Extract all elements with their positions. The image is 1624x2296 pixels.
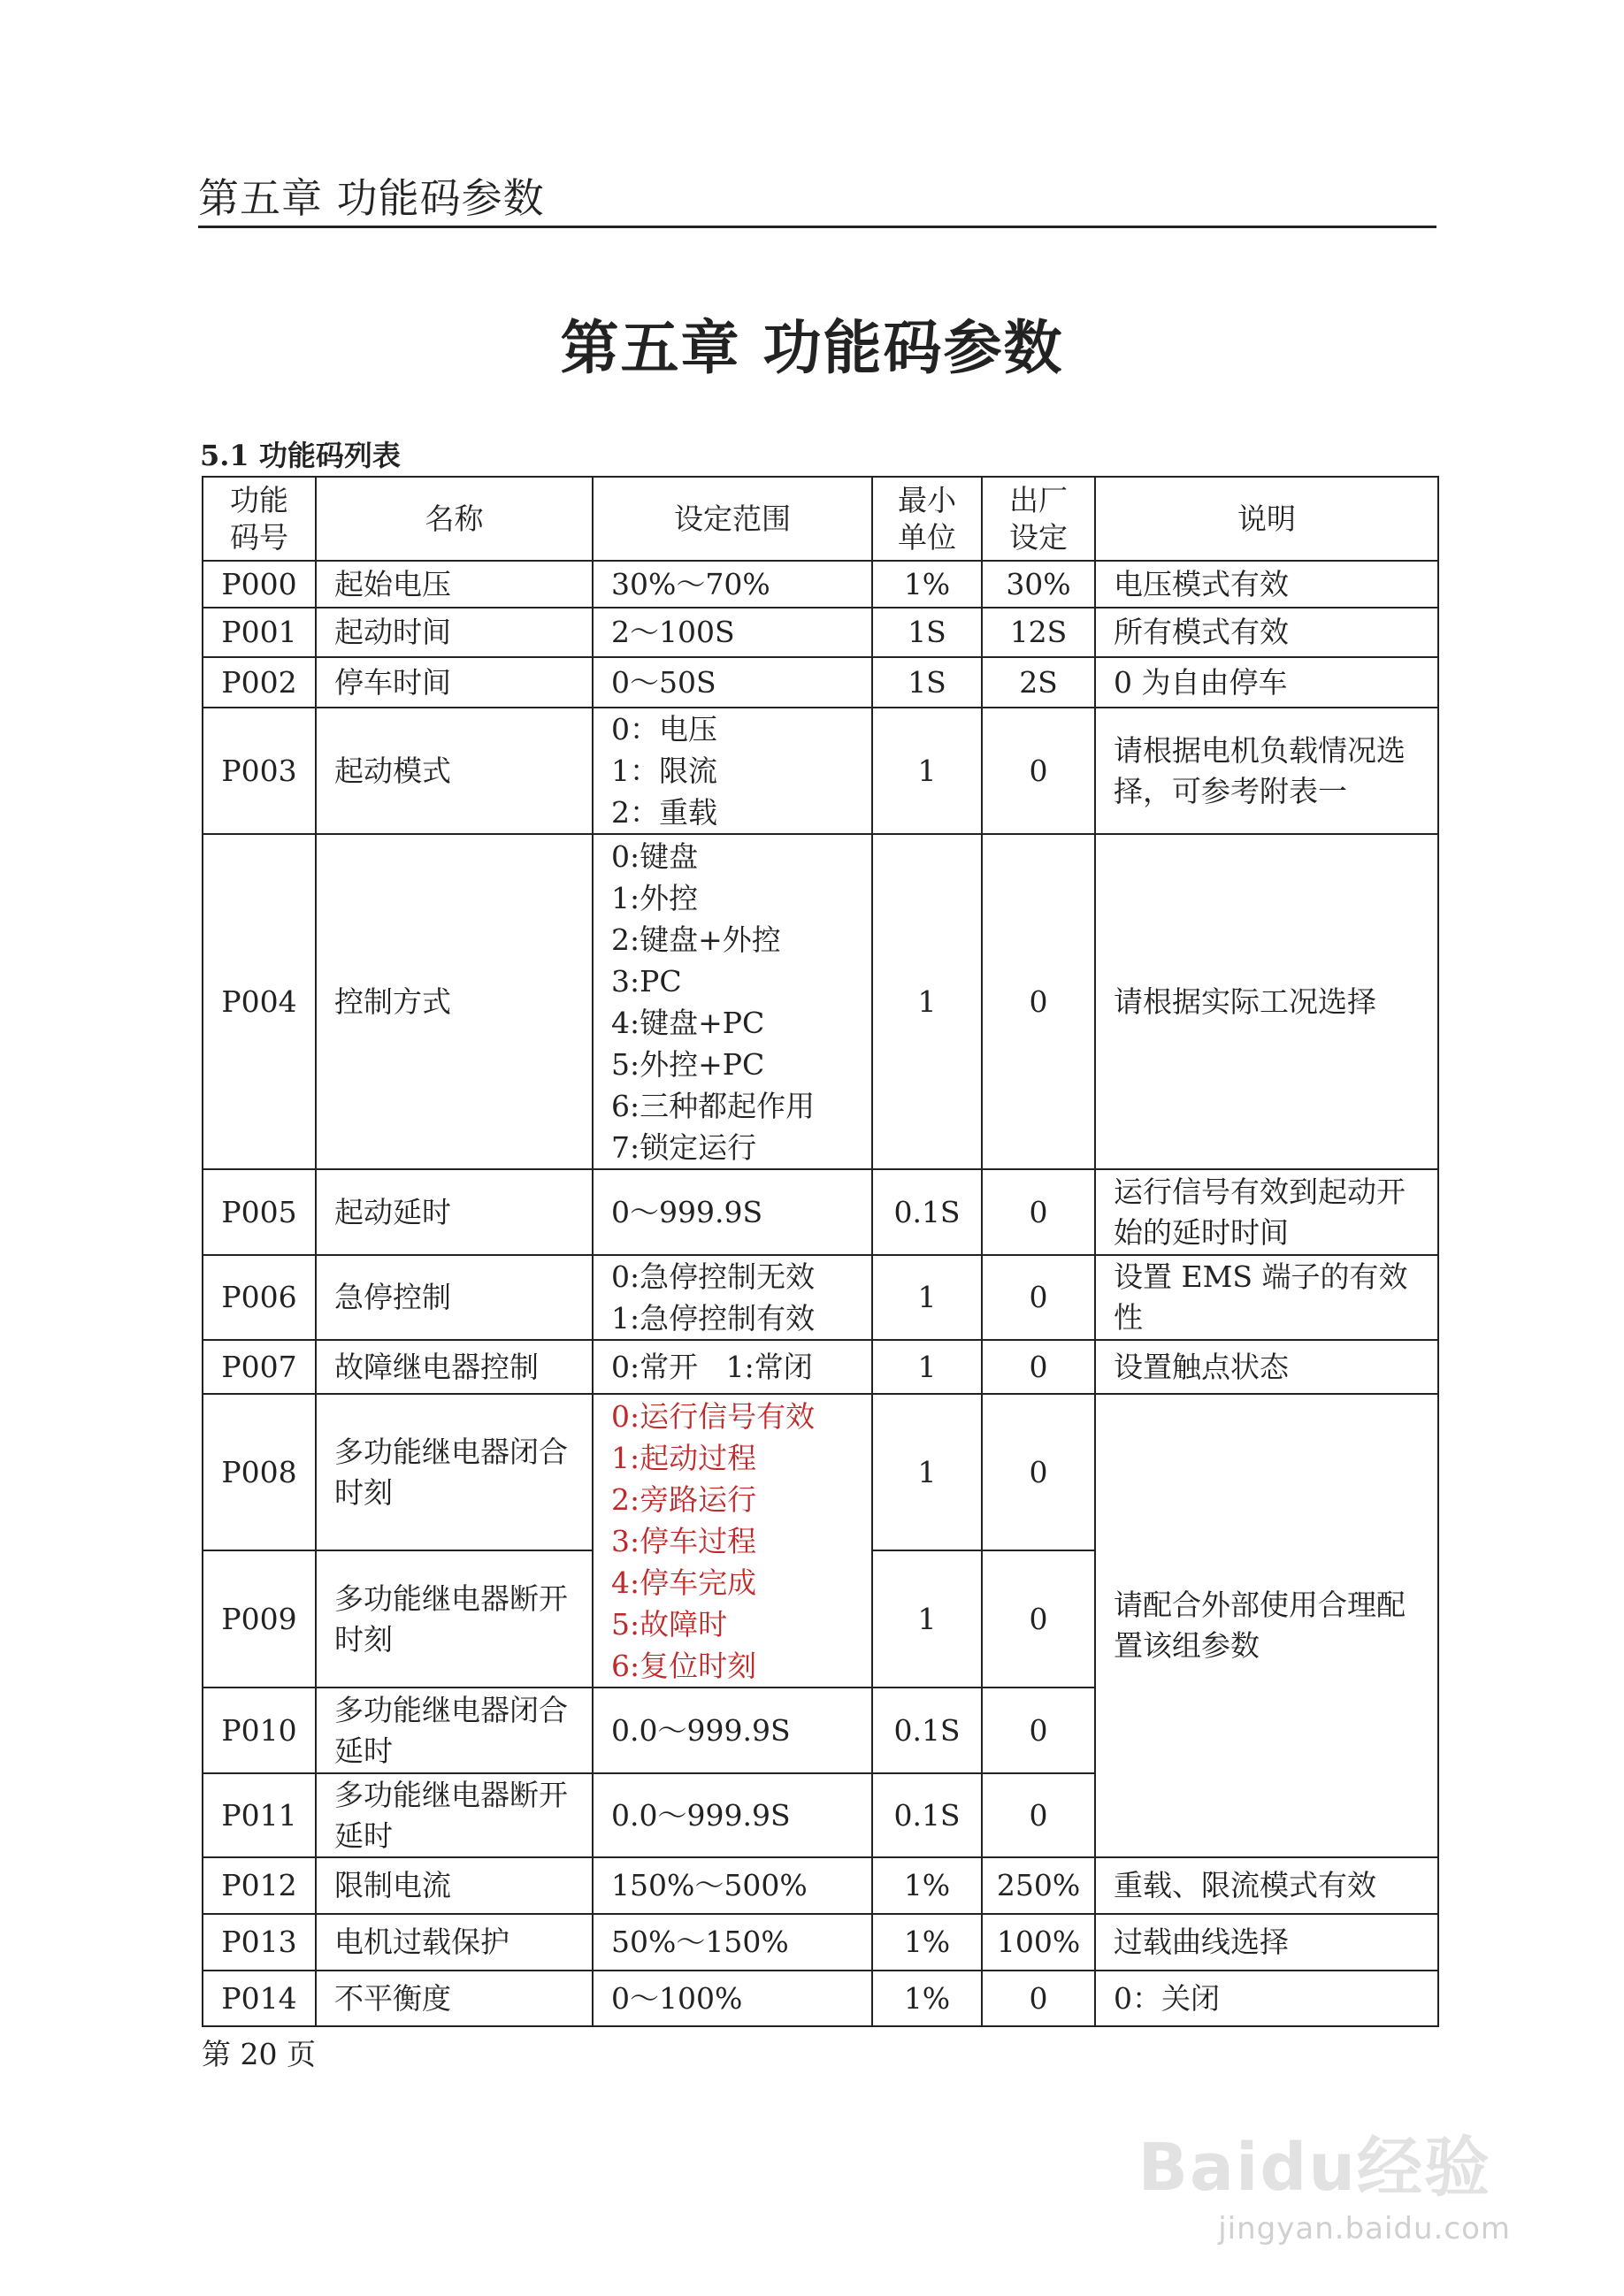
range-option: 7:锁定运行: [611, 1129, 757, 1165]
table-header-row: [203, 477, 1438, 561]
cell-code: P006: [203, 1255, 316, 1340]
table-row: [203, 608, 1438, 657]
range-option: 5:故障时: [611, 1606, 728, 1642]
cell-name: 急停控制: [316, 1255, 593, 1340]
header-unit-line1: 最小: [898, 482, 956, 517]
cell-range: 0.0～999.9S: [593, 1688, 872, 1773]
cell-name: 多功能继电器断开延时: [316, 1773, 593, 1857]
cell-range: 0～100%: [593, 1971, 872, 2026]
cell-unit: 1: [872, 834, 982, 1169]
cell-desc: 电压模式有效: [1095, 561, 1438, 608]
header-default-line2: 设定: [1009, 519, 1068, 555]
table-row: [203, 834, 1438, 1169]
cell-default: 0: [982, 1688, 1095, 1773]
cell-range: 0～50S: [593, 657, 872, 708]
range-option: 5:外控+PC: [611, 1046, 765, 1082]
range-option: 4:键盘+PC: [611, 1005, 765, 1040]
cell-code: P002: [203, 657, 316, 708]
header-code: [203, 477, 316, 561]
cell-unit: 1%: [872, 561, 982, 608]
cell-name: 故障继电器控制: [316, 1340, 593, 1394]
cell-desc: 请根据实际工况选择: [1095, 834, 1438, 1169]
running-head: 第五章 功能码参数: [198, 174, 545, 222]
cell-default: 0: [982, 1773, 1095, 1857]
cell-range: [593, 834, 872, 1169]
cell-range: 30%～70%: [593, 561, 872, 608]
cell-name: 多功能继电器闭合延时: [316, 1688, 593, 1773]
cell-name: 控制方式: [316, 834, 593, 1169]
header-code-line2: 码号: [230, 519, 288, 555]
cell-unit: 1: [872, 708, 982, 834]
cell-default: 30%: [982, 561, 1095, 608]
range-option: 1：限流: [611, 754, 717, 788]
cell-unit: 1S: [872, 608, 982, 657]
cell-default: 0: [982, 708, 1095, 834]
cell-unit: 0.1S: [872, 1773, 982, 1857]
cell-name: 多功能继电器断开时刻: [316, 1550, 593, 1688]
cell-default: 100%: [982, 1914, 1095, 1971]
cell-code: P011: [203, 1773, 316, 1857]
cell-name: 电机过载保护: [316, 1914, 593, 1971]
relay-group-desc: 请配合外部使用合理配置该组参数: [1095, 1394, 1438, 1857]
cell-default: 12S: [982, 608, 1095, 657]
range-option: 2:旁路运行: [611, 1481, 757, 1517]
cell-name: 起动模式: [316, 708, 593, 834]
range-option: 4:停车完成: [611, 1565, 757, 1600]
range-option: 1:外控: [611, 880, 699, 915]
cell-unit: 1%: [872, 1914, 982, 1971]
cell-code: P008: [203, 1394, 316, 1550]
cell-desc: 重载、限流模式有效: [1095, 1857, 1438, 1914]
cell-name: 限制电流: [316, 1857, 593, 1914]
cell-unit: 0.1S: [872, 1169, 982, 1255]
range-option: 2：重载: [611, 795, 717, 830]
header-unit: [872, 477, 982, 561]
cell-default: 0: [982, 1169, 1095, 1255]
table-row: [203, 657, 1438, 708]
cell-code: P012: [203, 1857, 316, 1914]
cell-code: P003: [203, 708, 316, 834]
cell-desc: 所有模式有效: [1095, 608, 1438, 657]
cell-default: 0: [982, 1340, 1095, 1394]
cell-default: 250%: [982, 1857, 1095, 1914]
cell-desc: 设置 EMS 端子的有效性: [1095, 1255, 1438, 1340]
cell-code: P014: [203, 1971, 316, 2026]
cell-code: P005: [203, 1169, 316, 1255]
cell-desc: 设置触点状态: [1095, 1340, 1438, 1394]
header-unit-line2: 单位: [898, 519, 956, 555]
cell-code: P001: [203, 608, 316, 657]
chapter-title: 第五章 功能码参数: [560, 313, 1064, 382]
table-row: [203, 1914, 1438, 1971]
cell-code: P004: [203, 834, 316, 1169]
cell-desc: 运行信号有效到起动开始的延时时间: [1095, 1169, 1438, 1255]
range-option: 6:复位时刻: [611, 1648, 757, 1683]
range-option: 3:停车过程: [611, 1523, 757, 1558]
cell-default: 0: [982, 1971, 1095, 2026]
cell-range: 0～999.9S: [593, 1169, 872, 1255]
cell-default: 0: [982, 1394, 1095, 1550]
cell-code: P000: [203, 561, 316, 608]
range-option: 2:键盘+外控: [611, 922, 781, 957]
cell-range: 0:常开 1:常闭: [593, 1340, 872, 1394]
cell-range: 150%～500%: [593, 1857, 872, 1914]
cell-unit: 1: [872, 1394, 982, 1550]
header-code-line1: 功能: [230, 482, 288, 517]
baidu-watermark-url: jingyan.baidu.com: [1218, 2211, 1511, 2246]
range-option: 6:三种都起作用: [611, 1088, 816, 1123]
function-code-table: [202, 476, 1439, 2027]
cell-desc: 过载曲线选择: [1095, 1914, 1438, 1971]
cell-unit: 1%: [872, 1857, 982, 1914]
header-desc: 说明: [1095, 477, 1438, 561]
header-rule: [198, 226, 1436, 228]
cell-code: P010: [203, 1688, 316, 1773]
table-row: [203, 1340, 1438, 1394]
range-option: 3:PC: [611, 963, 682, 999]
header-name: 名称: [316, 477, 593, 561]
cell-range: 50%～150%: [593, 1914, 872, 1971]
baidu-watermark-logo: Baidu经验: [1138, 2130, 1491, 2206]
cell-range: 0.0～999.9S: [593, 1773, 872, 1857]
cell-unit: 0.1S: [872, 1688, 982, 1773]
cell-desc: 请根据电机负载情况选择，可参考附表一: [1095, 708, 1438, 834]
cell-code: P013: [203, 1914, 316, 1971]
section-heading: 5.1 功能码列表: [200, 439, 401, 472]
cell-default: 0: [982, 1255, 1095, 1340]
table-row: [203, 1857, 1438, 1914]
cell-range: 2～100S: [593, 608, 872, 657]
page-number: 第 20 页: [202, 2037, 316, 2071]
cell-unit: 1: [872, 1550, 982, 1688]
cell-desc: 0：关闭: [1095, 1971, 1438, 2026]
cell-name: 多功能继电器闭合时刻: [316, 1394, 593, 1550]
cell-code: P007: [203, 1340, 316, 1394]
cell-default: 0: [982, 1550, 1095, 1688]
range-option: 0：电压: [611, 712, 717, 746]
cell-unit: 1S: [872, 657, 982, 708]
table-row: [203, 1394, 1438, 1550]
cell-name: 起动延时: [316, 1169, 593, 1255]
cell-default: 2S: [982, 657, 1095, 708]
header-default-line1: 出厂: [1009, 482, 1068, 517]
header-range: 设定范围: [593, 477, 872, 561]
cell-name: 不平衡度: [316, 1971, 593, 2026]
table-row: [203, 708, 1438, 834]
cell-unit: 1: [872, 1255, 982, 1340]
cell-name: 停车时间: [316, 657, 593, 708]
table-row: [203, 1169, 1438, 1255]
relay-range-options: [593, 1394, 872, 1688]
table-row: [203, 1255, 1438, 1340]
table-row: [203, 1971, 1438, 2026]
range-option: 0:运行信号有效: [611, 1398, 816, 1434]
cell-name: 起始电压: [316, 561, 593, 608]
cell-unit: 1%: [872, 1971, 982, 2026]
range-option: 0:急停控制无效: [611, 1259, 816, 1294]
range-option: 1:起动过程: [611, 1440, 757, 1475]
cell-default: 0: [982, 834, 1095, 1169]
range-option: 0:键盘: [611, 838, 699, 874]
cell-desc: 0 为自由停车: [1095, 657, 1438, 708]
table-row: [203, 561, 1438, 608]
cell-unit: 1: [872, 1340, 982, 1394]
cell-range: [593, 708, 872, 834]
cell-range: [593, 1255, 872, 1340]
header-default: [982, 477, 1095, 561]
range-option: 1:急停控制有效: [611, 1301, 816, 1336]
cell-code: P009: [203, 1550, 316, 1688]
cell-name: 起动时间: [316, 608, 593, 657]
